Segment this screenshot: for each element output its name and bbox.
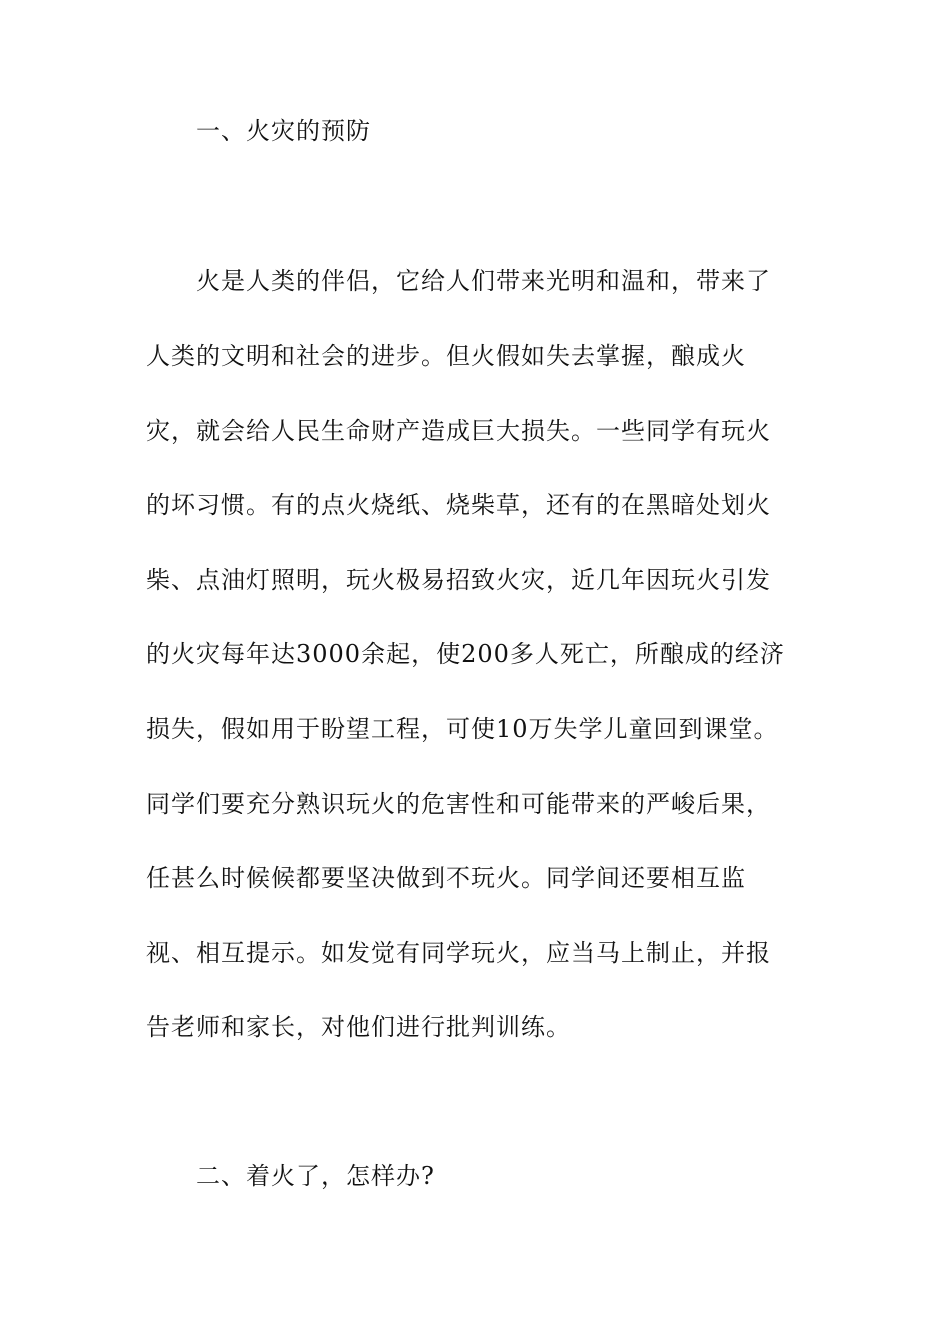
paragraph-line: 灾，就会给人民生命财产造成巨大损失。一些同学有玩火 [146, 417, 771, 445]
section-heading-fire-prevention: 一、火灾的预防 [196, 117, 371, 145]
paragraph-line: 人类的文明和社会的进步。但火假如失去掌握，酿成火 [146, 342, 746, 370]
paragraph-line: 柴、点油灯照明，玩火极易招致火灾，近几年因玩火引发 [146, 566, 771, 594]
paragraph-line: 损失，假如用于盼望工程，可使10万失学儿童回到课堂。 [146, 715, 779, 743]
paragraph-line: 的火灾每年达3000余起，使200多人死亡，所酿成的经济 [146, 640, 785, 668]
paragraph-line: 同学们要充分熟识玩火的危害性和可能带来的严峻后果， [146, 790, 771, 818]
paragraph-line: 火是人类的伴侣，它给人们带来光明和温和，带来了 [196, 267, 771, 295]
paragraph-line: 的坏习惯。有的点火烧纸、烧柴草，还有的在黑暗处划火 [146, 491, 771, 519]
paragraph-line: 告老师和家长，对他们进行批判训练。 [146, 1013, 571, 1041]
section-heading-on-fire: 二、着火了，怎样办? [196, 1162, 435, 1190]
paragraph-line: 视、相互提示。如发觉有同学玩火，应当马上制止，并报 [146, 939, 771, 967]
paragraph-line: 任甚么时候候都要坚决做到不玩火。同学间还要相互监 [146, 864, 746, 892]
